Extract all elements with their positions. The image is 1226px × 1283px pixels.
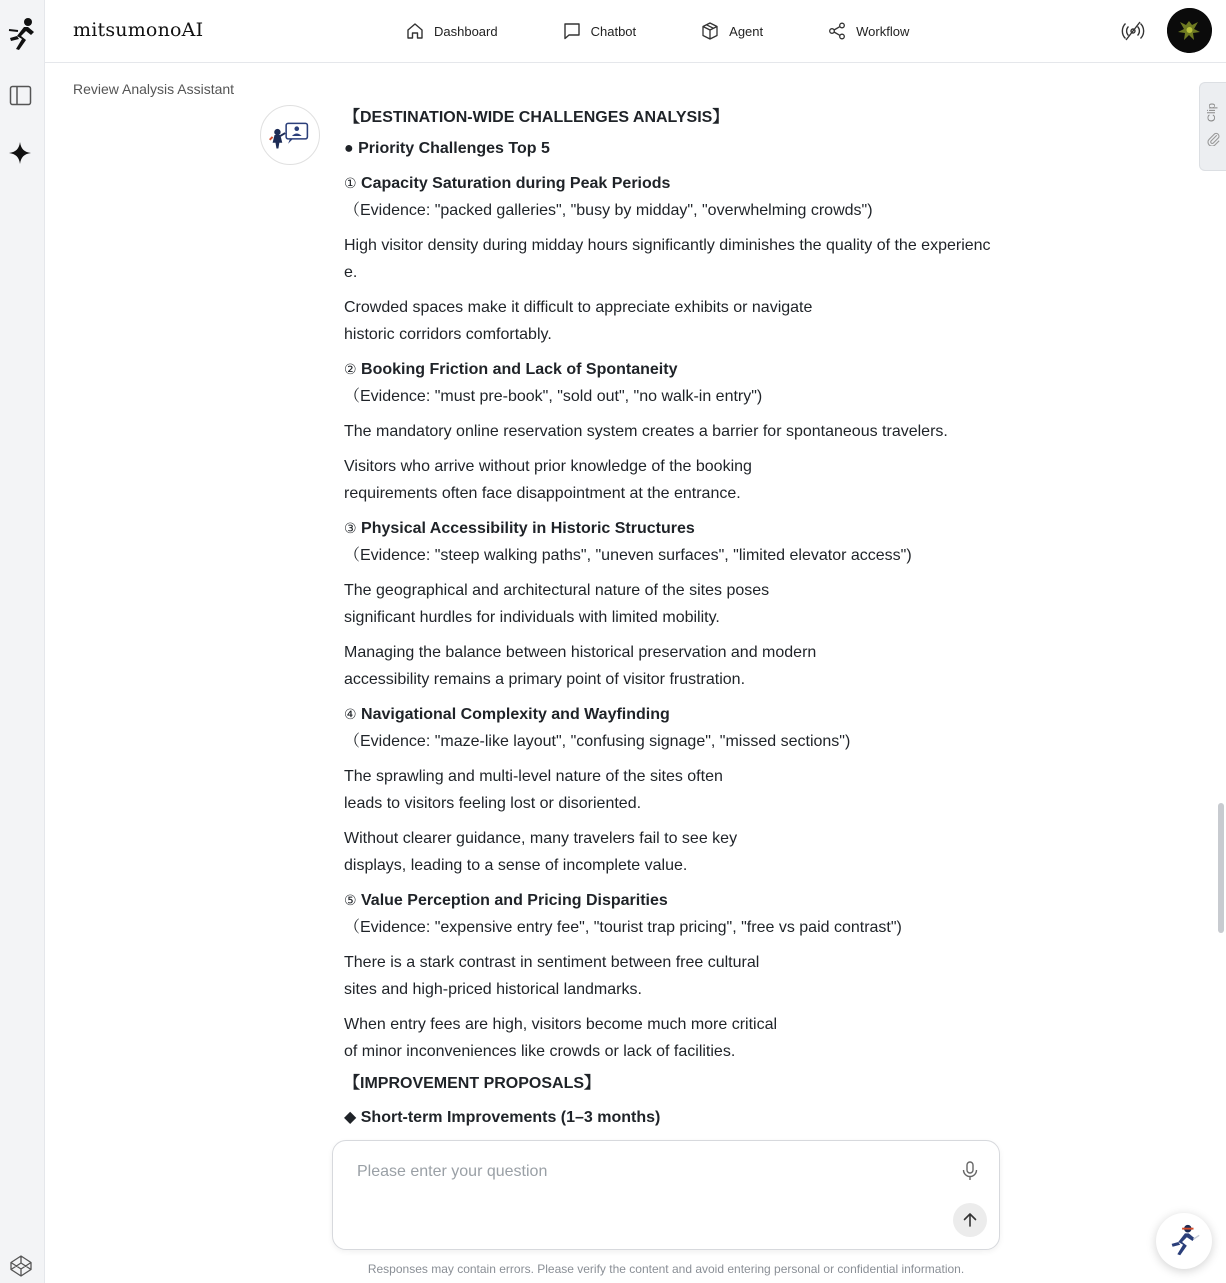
challenge-title-text: Booking Friction and Lack of Spontaneity [361, 361, 678, 378]
runner-logo-icon[interactable] [4, 16, 40, 54]
challenge-title [344, 356, 1004, 383]
challenge-number: ④ [344, 706, 357, 722]
message-heading: 【DESTINATION-WIDE CHALLENGES ANALYSIS】 [344, 109, 729, 126]
runner-mascot-icon [1165, 1222, 1203, 1260]
challenge-list [344, 170, 1004, 1065]
toggle-sidebar-icon[interactable] [9, 84, 32, 107]
challenge-paragraph: Managing the balance between historical preservation and modern accessibility remains a primary point of visitor frustration. [344, 644, 817, 688]
challenge-paragraph: Crowded spaces make it difficult to appreciate exhibits or navigate historic corridors comfortably. [344, 299, 813, 343]
challenge-paragraph: There is a stark contrast in sentiment between free cultural sites and high-priced historical landmarks. [344, 954, 760, 998]
share-icon [827, 21, 847, 41]
challenge-paragraph: High visitor density during midday hours significantly diminishes the quality of the experience. [344, 237, 991, 281]
challenge-evidence: （Evidence: "packed galleries", "busy by midday", "overwhelming crowds") [344, 202, 873, 219]
top-bar [45, 0, 1226, 63]
scrollbar-thumb[interactable] [1218, 803, 1224, 933]
challenge-number: ① [344, 175, 357, 191]
challenge-paragraph: Without clearer guidance, many travelers fail to see key displays, leading to a sense of incomplete value. [344, 830, 738, 874]
broadcast-icon[interactable] [1121, 19, 1145, 43]
nav-dashboard[interactable] [405, 20, 498, 42]
home-icon [405, 21, 425, 41]
nav-chatbot-label: Chatbot [590, 23, 637, 39]
challenge-number: ⑤ [344, 892, 357, 908]
nav-chatbot[interactable] [562, 20, 637, 42]
user-avatar[interactable] [1167, 8, 1212, 53]
disclaimer-text: Responses may contain errors. Please verify the content and avoid entering personal or confidential information. [367, 1262, 965, 1276]
cube-icon [700, 21, 720, 41]
nav-workflow[interactable] [827, 20, 909, 42]
challenge-paragraph: When entry fees are high, visitors become much more critical of minor inconveniences like crowds or lack of facilities. [344, 1016, 778, 1060]
message-subheading: ● Priority Challenges Top 5 [344, 140, 550, 157]
challenge-number: ③ [344, 520, 357, 536]
proposals-subheading: ◆ Short-term Improvements (1–3 months) [344, 1109, 661, 1126]
send-button[interactable] [953, 1203, 987, 1237]
question-input[interactable] [357, 1163, 917, 1181]
codepen-icon[interactable] [9, 1254, 33, 1278]
challenge-title-text: Physical Accessibility in Historic Structures [361, 520, 695, 537]
challenge-title [344, 170, 1004, 197]
challenge-evidence: （Evidence: "maze-like layout", "confusing signage", "missed sections") [344, 733, 851, 750]
sparkle-icon[interactable] [8, 141, 32, 165]
challenge-title [344, 701, 1004, 728]
chat-input-box [332, 1140, 1000, 1250]
assistant-fab-button[interactable] [1156, 1213, 1212, 1269]
left-rail [0, 0, 45, 1283]
challenge-title-text: Value Perception and Pricing Disparities [361, 892, 668, 909]
challenge-title [344, 515, 1004, 542]
challenge-number: ② [344, 361, 357, 377]
challenge-title-text: Capacity Saturation during Peak Periods [361, 175, 671, 192]
challenge-paragraph: The sprawling and multi-level nature of the sites often leads to visitors feeling lost or disoriented. [344, 768, 723, 812]
challenge-title-text: Navigational Complexity and Wayfinding [361, 706, 670, 723]
challenge-evidence: （Evidence: "must pre-book", "sold out", "no walk-in entry") [344, 388, 763, 405]
nav-agent-label: Agent [729, 23, 764, 39]
assistant-message [344, 107, 1004, 1135]
chat-icon [562, 21, 582, 41]
challenge-evidence: （Evidence: "expensive entry fee", "tourist trap pricing", "free vs paid contrast") [344, 919, 902, 936]
challenge-paragraph: Visitors who arrive without prior knowledge of the booking requirements often face disappointment at the entrance. [344, 458, 752, 502]
page-title: Review Analysis Assistant [73, 81, 235, 97]
scrollbar[interactable] [1216, 63, 1226, 1133]
assistant-avatar [260, 105, 320, 165]
challenge-paragraph: The geographical and architectural nature of the sites poses significant hurdles for individuals with limited mobility. [344, 582, 770, 626]
arrow-up-icon [960, 1210, 980, 1230]
nav-workflow-label: Workflow [856, 23, 910, 39]
proposals-heading: 【IMPROVEMENT PROPOSALS】 [344, 1075, 601, 1092]
brand-name: mitsumonoAI [73, 19, 204, 41]
clip-label: Clip [1206, 103, 1218, 122]
challenge-title [344, 887, 1004, 914]
nav-dashboard-label: Dashboard [434, 23, 498, 39]
main-nav [405, 20, 973, 42]
nav-agent[interactable] [700, 20, 763, 42]
microphone-icon[interactable] [959, 1160, 981, 1182]
challenge-evidence: （Evidence: "steep walking paths", "uneven surfaces", "limited elevator access") [344, 547, 912, 564]
challenge-paragraph: The mandatory online reservation system creates a barrier for spontaneous travelers. [344, 423, 948, 440]
